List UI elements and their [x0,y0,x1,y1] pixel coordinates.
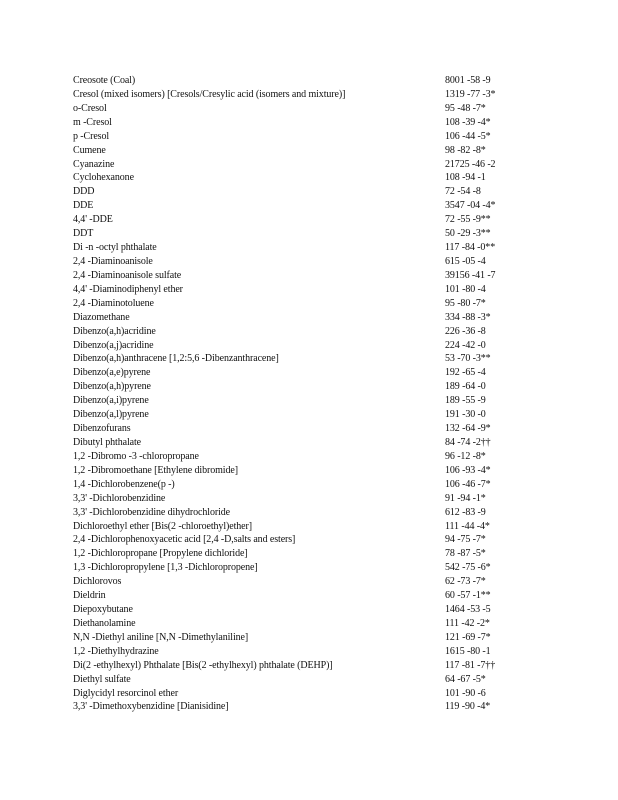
cas-number: 78 -87 -5* [445,548,486,560]
cas-number: 95 -80 -7* [445,297,486,309]
chemical-name: DDD [73,186,95,198]
chemical-name: Dibenzo(a,i)pyrene [73,395,149,407]
chemical-name: Diethyl sulfate [73,673,131,685]
cas-number: 50 -29 -3** [445,228,491,240]
list-item [73,506,513,520]
list-item [73,520,513,534]
list-item [73,492,513,506]
list-item [73,422,513,436]
chemical-name: Dichlorovos [73,576,122,588]
chemical-name: 2,4 -Dichlorophenoxyacetic acid [2,4 -D,salts and esters] [73,534,296,546]
list-item [73,394,513,408]
cas-number: 226 -36 -8 [445,325,486,337]
chemical-name: 1,2 -Diethylhydrazine [73,645,159,657]
chemical-name: 3,3' -Dimethoxybenzidine [Dianisidine] [73,701,229,713]
chemical-name: 2,4 -Diaminoanisole [73,255,153,267]
list-item [73,144,513,158]
cas-number: 121 -69 -7* [445,631,491,643]
list-item [73,185,513,199]
cas-number: 62 -73 -7* [445,576,486,588]
chemical-name: 1,2 -Dichloropropane [Propylene dichloride] [73,548,248,560]
list-item [73,561,513,575]
chemical-name: Dibenzo(a,l)pyrene [73,409,149,421]
list-item [73,589,513,603]
list-item [73,700,513,714]
cas-number: 94 -75 -7* [445,534,486,546]
cas-number: 101 -90 -6 [445,687,486,699]
list-item [73,74,513,88]
list-item [73,158,513,172]
chemical-name: DDE [73,200,94,212]
cas-number: 3547 -04 -4* [445,200,496,212]
cas-number: 98 -82 -8* [445,144,486,156]
list-item [73,659,513,673]
chemical-name: Dibenzo(a,h)pyrene [73,381,151,393]
chemical-name: Cyanazine [73,158,115,170]
chemical-name: p -Cresol [73,130,110,142]
list-item [73,311,513,325]
cas-number: 192 -65 -4 [445,367,486,379]
cas-number: 108 -39 -4* [445,116,491,128]
cas-number: 8001 -58 -9 [445,75,491,86]
cas-number: 224 -42 -0 [445,339,486,351]
list-item [73,116,513,130]
chemical-name: Dichloroethyl ether [Bis(2 -chloroethyl)ether] [73,520,252,532]
cas-number: 111 -44 -4* [445,520,490,532]
cas-number: 612 -83 -9 [445,506,486,518]
chemical-name: Cresol (mixed isomers) [Cresols/Cresylic acid (isomers and mixture)] [73,88,346,100]
chemical-name: 1,2 -Dibromoethane [Ethylene dibromide] [73,464,238,476]
list-item [73,352,513,366]
cas-number: 1319 -77 -3* [445,88,496,100]
chemical-list [73,74,513,714]
list-item [73,269,513,283]
cas-number: 119 -90 -4* [445,701,491,713]
chemical-name: m -Cresol [73,116,112,128]
list-item [73,673,513,687]
chemical-name: 2,4 -Diaminotoluene [73,297,154,309]
list-item [73,547,513,561]
cas-number: 615 -05 -4 [445,255,486,267]
list-item [73,339,513,353]
list-item [73,450,513,464]
chemical-name: Dibenzo(a,e)pyrene [73,367,151,379]
cas-number: 106 -93 -4* [445,464,491,476]
list-item [73,575,513,589]
cas-number: 191 -30 -0 [445,409,486,421]
cas-number: 189 -64 -0 [445,381,486,393]
list-item [73,408,513,422]
list-item [73,478,513,492]
chemical-name: 1,2 -Dibromo -3 -chloropropane [73,450,199,462]
cas-number: 111 -42 -2* [445,617,490,629]
list-item [73,645,513,659]
cas-number: 91 -94 -1* [445,492,486,504]
chemical-name: Dibenzofurans [73,423,131,435]
cas-number: 542 -75 -6* [445,562,491,574]
list-item [73,213,513,227]
list-item [73,88,513,102]
list-item [73,297,513,311]
cas-number: 189 -55 -9 [445,395,486,407]
list-item [73,171,513,185]
list-item [73,436,513,450]
list-item [73,283,513,297]
cas-number: 39156 -41 -7 [445,269,496,281]
list-item [73,603,513,617]
chemical-name: 4,4' -DDE [73,214,113,226]
list-item [73,464,513,478]
chemical-name: Cyclohexanone [73,172,134,184]
cas-number: 96 -12 -8* [445,450,486,462]
cas-number: 106 -46 -7* [445,478,491,490]
cas-number: 60 -57 -1** [445,590,491,602]
chemical-name: N,N -Diethyl aniline [N,N -Dimethylaniline] [73,631,249,643]
list-item [73,102,513,116]
chemical-name: Dibenzo(a,j)acridine [73,339,154,351]
list-item [73,325,513,339]
chemical-name: DDT [73,228,94,240]
cas-number: 64 -67 -5* [445,673,486,685]
cas-number: 72 -55 -9** [445,214,491,226]
chemical-name: 2,4 -Diaminoanisole sulfate [73,269,182,281]
list-item [73,631,513,645]
chemical-name: 3,3' -Dichlorobenzidine dihydrochloride [73,506,231,518]
cas-number: 117 -81 -7†† [445,659,496,671]
list-item [73,380,513,394]
chemical-name: Creosote (Coal) [73,75,136,86]
chemical-name: 1,3 -Dichloropropylene [1,3 -Dichloropropene] [73,562,258,574]
chemical-name: 4,4' -Diaminodiphenyl ether [73,283,183,295]
list-item [73,617,513,631]
cas-number: 132 -64 -9* [445,423,491,435]
chemical-name: Cumene [73,144,106,156]
cas-number: 1464 -53 -5 [445,604,491,616]
chemical-name: Diazomethane [73,311,130,323]
cas-number: 117 -84 -0** [445,242,496,254]
cas-number: 106 -44 -5* [445,130,491,142]
cas-number: 21725 -46 -2 [445,158,496,170]
list-item [73,366,513,380]
chemical-name: Diethanolamine [73,617,136,629]
chemical-name: Dibutyl phthalate [73,436,142,448]
chemical-name: 1,4 -Dichlorobenzene(p -) [73,478,175,490]
list-item [73,199,513,213]
chemical-name: Di(2 -ethylhexyl) Phthalate [Bis(2 -ethylhexyl) phthalate (DEHP)] [73,659,333,671]
list-item [73,241,513,255]
chemical-name: 3,3' -Dichlorobenzidine [73,492,166,504]
cas-number: 1615 -80 -1 [445,645,491,657]
cas-number: 53 -70 -3** [445,353,491,365]
list-item [73,533,513,547]
cas-number: 101 -80 -4 [445,283,486,295]
list-item [73,687,513,701]
cas-number: 334 -88 -3* [445,311,491,323]
chemical-name: Diglycidyl resorcinol ether [73,687,179,699]
chemical-name: o-Cresol [73,102,107,114]
list-item [73,227,513,241]
cas-number: 108 -94 -1 [445,172,486,184]
list-item [73,255,513,269]
chemical-name: Dibenzo(a,h)acridine [73,325,156,337]
chemical-name: Di -n -octyl phthalate [73,242,157,254]
cas-number: 72 -54 -8 [445,186,481,198]
chemical-name: Dieldrin [73,590,106,602]
chemical-name: Dibenzo(a,h)anthracene [1,2:5,6 -Dibenzanthracene] [73,353,279,365]
chemical-name: Diepoxybutane [73,604,133,616]
cas-number: 84 -74 -2†† [445,436,491,448]
cas-number: 95 -48 -7* [445,102,486,114]
list-item [73,130,513,144]
